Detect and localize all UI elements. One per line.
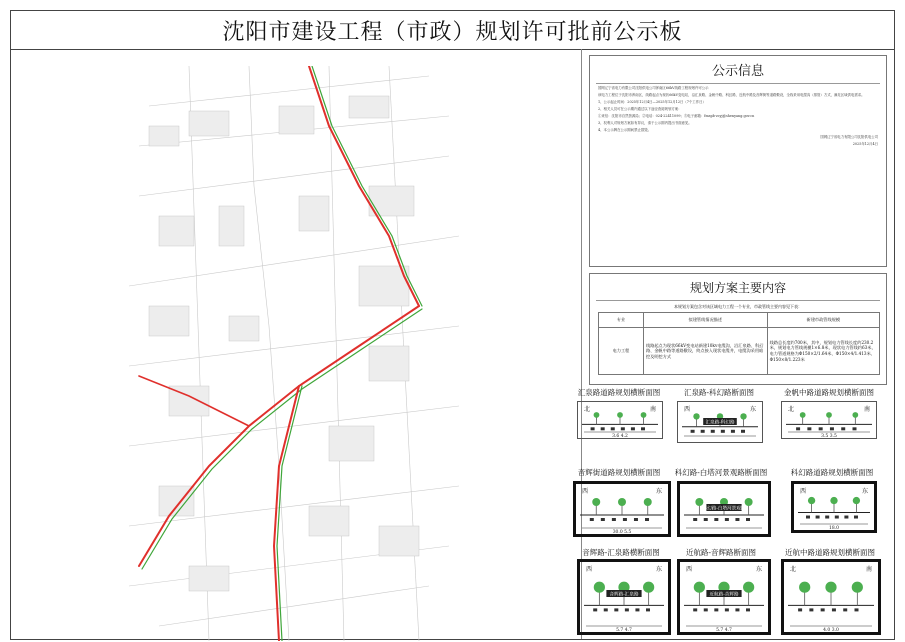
tree-icon <box>594 412 600 418</box>
pipe-icon <box>853 427 857 430</box>
pipe-icon <box>612 518 616 521</box>
road-name-label: 近航路-音辉路 <box>709 592 739 598</box>
notice-date: 2025年12月4日 <box>852 142 878 146</box>
pipe-icon <box>604 608 608 611</box>
dimension-label: 5.7 4.7 <box>616 628 632 632</box>
plan-heading: 规划方案主要内容 <box>689 281 786 295</box>
pipe-icon <box>843 608 847 611</box>
pipe-icon <box>721 430 725 433</box>
tree-icon <box>617 412 623 418</box>
pipe-icon <box>593 608 597 611</box>
tree-icon <box>644 498 652 506</box>
tree-icon <box>830 497 837 504</box>
pipe-icon <box>806 516 810 519</box>
site-plan-drawing <box>129 66 461 641</box>
tree-icon <box>853 497 860 504</box>
tree-icon <box>743 582 754 593</box>
pipe-icon <box>809 608 813 611</box>
cross-section-drawing <box>580 562 668 632</box>
building-blocks <box>149 96 419 591</box>
tree-icon <box>594 582 605 593</box>
pipe-icon <box>611 427 615 430</box>
direction-label-right: 南 <box>650 406 657 413</box>
pipe-icon <box>631 427 635 430</box>
cross-section-tile <box>573 387 665 445</box>
pipe-icon <box>735 608 739 611</box>
cross-section-frame <box>677 481 771 537</box>
pipe-icon <box>714 608 718 611</box>
notice-info-panel <box>589 55 887 267</box>
notice-paragraph: ①来信：沈阳市自然资源局；②电话：024-22411099；③电子邮箱：fmspb-zcyj@shenyang.gov.cn <box>598 114 755 118</box>
pipe-icon <box>746 518 750 521</box>
tree-icon <box>800 412 806 418</box>
pipe-icon <box>641 427 645 430</box>
cross-section-tile <box>671 387 767 445</box>
road-name-label: 汇泉路-科幻路 <box>705 420 735 426</box>
direction-label-right: 南 <box>864 406 871 413</box>
plan-intro: 本规划方案包含对该区域电力工程一个专业，市政管线主要内容见下表： <box>674 304 802 309</box>
cross-section-caption: 音辉路-汇泉路横断面图 <box>582 548 660 557</box>
notice-divider <box>596 83 880 84</box>
cross-section-frame <box>677 401 763 443</box>
notice-board <box>10 10 895 640</box>
pipe-icon <box>807 427 811 430</box>
pipe-icon <box>704 518 708 521</box>
notice-paragraph: 4、本公示牌在公示期间禁止损毁。 <box>598 128 652 132</box>
cross-section-frame <box>573 481 671 537</box>
pipe-icon <box>725 518 729 521</box>
plan-table <box>598 312 880 375</box>
pipe-icon <box>634 518 638 521</box>
cross-section-frame <box>781 559 881 635</box>
cross-section-drawing <box>578 402 662 438</box>
pipe-icon <box>796 427 800 430</box>
plan-content-panel <box>589 273 887 385</box>
direction-label-right: 东 <box>756 566 763 573</box>
tree-icon <box>693 413 699 419</box>
pipe-icon <box>725 608 729 611</box>
cross-section-frame <box>577 401 663 439</box>
pipe-icon <box>741 430 745 433</box>
direction-label-right: 南 <box>866 566 873 573</box>
direction-label-left: 北 <box>788 406 795 413</box>
pipe-icon <box>693 608 697 611</box>
pipe-icon <box>835 516 839 519</box>
pipe-icon <box>714 518 718 521</box>
cross-section-tile <box>571 467 667 537</box>
pipe-icon <box>645 518 649 521</box>
tree-icon <box>799 582 810 593</box>
dimension-label: 18.0 <box>828 526 840 530</box>
direction-label-left: 西 <box>800 488 807 495</box>
direction-label-left: 北 <box>584 406 591 413</box>
cross-section-drawing <box>680 484 768 534</box>
pipe-icon <box>731 430 735 433</box>
pipe-icon <box>590 518 594 521</box>
notice-paragraph: 国网辽宁省电力有限公司沈阳供电公司浑南区66kV线路工程规划许可公示 <box>598 86 709 90</box>
pipe-icon <box>821 608 825 611</box>
pipe-icon <box>646 608 650 611</box>
tree-icon <box>745 498 753 506</box>
tree-icon <box>808 497 815 504</box>
pipe-icon <box>832 608 836 611</box>
cross-section-caption: 科幻路道路规划横断面图 <box>790 468 874 477</box>
cross-section-caption: 近航路-音辉路断面图 <box>685 548 757 557</box>
direction-label-left: 北 <box>790 566 797 573</box>
cross-section-frame <box>577 559 671 635</box>
pipe-icon <box>746 608 750 611</box>
pipe-icon <box>735 518 739 521</box>
pipe-icon <box>614 608 618 611</box>
cross-section-drawing <box>678 402 762 442</box>
plan-table-description: 线路起点为现状66kV变电站新建10kv电缆沟，沿汇泉路、科幻路、金帆中路等道路敷设，终点接入现状电缆井，电缆沟采用暗挖及明挖方式 <box>643 328 767 375</box>
dimension-label: 30.0 5.5 <box>612 530 632 534</box>
pipe-icon <box>601 518 605 521</box>
notice-paragraph: 3、权利人对规划方案如有异议，请于公示期内提出书面意见。 <box>598 121 692 125</box>
pipe-icon <box>704 608 708 611</box>
plan-table-category: 电力工程 <box>599 328 644 375</box>
pipe-icon <box>819 427 823 430</box>
tree-icon <box>643 582 654 593</box>
dimension-label: 5.7 4.7 <box>716 628 732 632</box>
pipe-icon <box>691 430 695 433</box>
pipe-icon <box>816 516 820 519</box>
plan-table-header: 拟建管线情况描述 <box>643 313 767 328</box>
tree-icon <box>740 413 746 419</box>
title-bar <box>11 11 894 50</box>
site-plan-map <box>129 66 461 641</box>
dimension-label: 3.6 4.2 <box>612 434 628 438</box>
road-name-label: 音辉路-汇泉路 <box>609 592 639 598</box>
cross-section-tile <box>773 387 885 445</box>
tree-icon <box>618 498 626 506</box>
pipe-icon <box>844 516 848 519</box>
dimension-label: 3.5 3.5 <box>821 434 837 438</box>
cross-section-tile <box>779 467 885 537</box>
tree-icon <box>695 498 703 506</box>
cross-section-caption: 汇泉路道路规划横断面图 <box>577 388 661 397</box>
direction-label-left: 西 <box>582 488 589 495</box>
plan-divider <box>596 300 880 301</box>
direction-label-left: 西 <box>686 566 693 573</box>
pipe-icon <box>601 427 605 430</box>
tree-icon <box>826 412 832 418</box>
pipe-icon <box>635 608 639 611</box>
cross-section-caption: 汇泉路-科幻路断面图 <box>683 388 755 397</box>
plan-table-header-row <box>599 313 880 328</box>
pipe-icon <box>623 518 627 521</box>
pipe-icon <box>591 427 595 430</box>
pipe-icon <box>855 608 859 611</box>
pipe-icon <box>621 427 625 430</box>
cross-section-tile <box>673 547 769 631</box>
tree-icon <box>694 582 705 593</box>
plan-table-header: 新建市政管线规模 <box>767 313 879 328</box>
cross-section-drawing <box>782 402 876 438</box>
cross-section-frame <box>677 559 771 635</box>
cross-section-tile <box>671 467 771 537</box>
pipe-icon <box>711 430 715 433</box>
cross-section-caption: 音辉街道路规划横断面图 <box>577 468 661 477</box>
tree-icon <box>825 582 836 593</box>
cross-section-drawing <box>784 562 878 632</box>
direction-label-right: 东 <box>750 406 757 413</box>
pipe-icon <box>841 427 845 430</box>
route-red-diagonal <box>139 306 419 566</box>
cross-section-frame <box>791 481 877 533</box>
direction-label-right: 东 <box>862 488 869 495</box>
dimension-label: 4.0 3.0 <box>823 628 839 632</box>
notice-paragraph: 2、相关人员可在公示期内通过以下途径查阅规划方案： <box>598 107 682 111</box>
tree-icon <box>592 498 600 506</box>
board-title: 沈阳市建设工程（市政）规划许可批前公示板 <box>222 19 683 45</box>
pipe-icon <box>693 518 697 521</box>
plan-table-header: 专业 <box>599 313 644 328</box>
notice-paragraph: 该电力工程位于沈阳市浑南区，线路起点为现状66kV变电站，沿汇泉路、金帆中路、科幻路、近航中路及音辉街等道路敷设，全线采用电缆沟（排管）方式，满足区域供电需求。 <box>598 93 865 97</box>
direction-label-left: 西 <box>684 406 691 413</box>
road-name-label: 科幻路-白塔河景观路 <box>702 506 746 512</box>
pipe-icon <box>825 516 829 519</box>
cross-section-frame <box>781 401 877 439</box>
notice-heading: 公示信息 <box>711 64 764 79</box>
pipe-icon <box>854 516 858 519</box>
pipe-icon <box>701 430 705 433</box>
cross-section-tile <box>775 547 885 631</box>
direction-label-right: 东 <box>656 488 663 495</box>
pipe-icon <box>625 608 629 611</box>
cross-section-caption: 金帆中路道路规划横断面图 <box>784 388 874 397</box>
cross-section-drawing <box>680 562 768 632</box>
plan-table-row <box>599 328 880 375</box>
direction-label-right: 东 <box>656 566 663 573</box>
notice-signature: 国网辽宁省电力有限公司沈阳供电公司 <box>820 135 878 139</box>
tree-icon <box>852 582 863 593</box>
plan-table-scale: 线路总长度约700米，其中，规划电力管线长度约230.2米，规划电力管线规模1×6.8米，现状电力管线约63米，电力管道规格为Φ150×2/1.64米、Φ150×4/1.413米、Φ150×8/1.223米 <box>767 328 879 375</box>
cross-section-drawing <box>794 484 874 530</box>
tree-icon <box>641 412 647 418</box>
notice-paragraph: 1、公示起止时间：2025年12月4日—2025年12月12日（7个工作日） <box>598 100 706 104</box>
cross-section-caption: 科幻路-白塔河景观路断面图 <box>674 468 768 477</box>
pipe-icon <box>830 427 834 430</box>
direction-label-left: 西 <box>586 566 593 573</box>
route-red-south <box>274 386 299 641</box>
tree-icon <box>852 412 858 418</box>
cross-section-drawing <box>576 484 668 534</box>
cross-section-tile <box>573 547 669 631</box>
pipe-icon <box>798 608 802 611</box>
cross-section-caption: 近航中路道路规划横断面图 <box>785 548 875 557</box>
